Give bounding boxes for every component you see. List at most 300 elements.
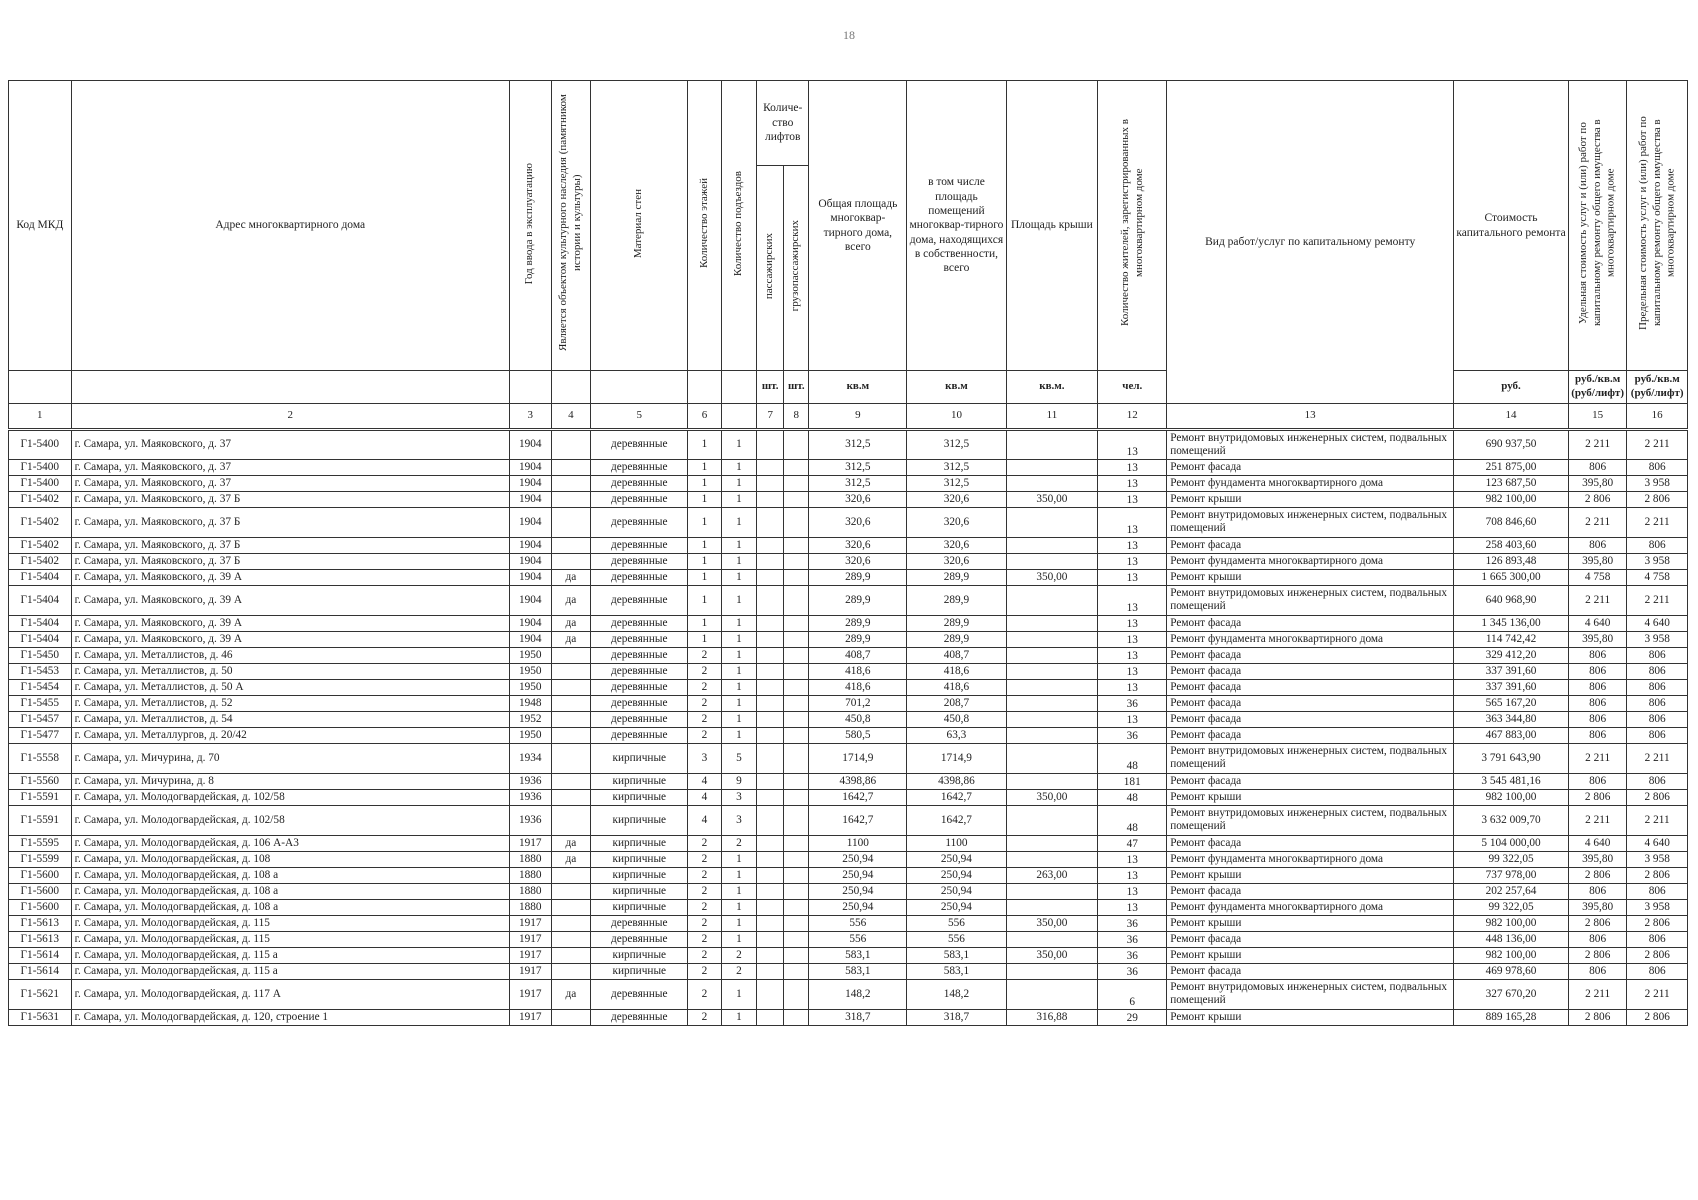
cell-roof-area [1006, 429, 1098, 459]
table-row [9, 727, 1688, 743]
cell-year: 1880 [509, 899, 551, 915]
cell-unit-cost: 2 806 [1568, 789, 1626, 805]
cell-unit-cost: 2 806 [1568, 1009, 1626, 1025]
cell-address: г. Самара, ул. Маяковского, д. 39 А [71, 615, 509, 631]
cell-heritage [551, 459, 591, 475]
cell-wall: деревянные [591, 429, 688, 459]
cell-lifts-cargo [784, 773, 809, 789]
cell-entrances: 1 [721, 851, 756, 867]
cell-lifts-cargo [784, 679, 809, 695]
cell-roof-area [1006, 585, 1098, 615]
cell-heritage [551, 553, 591, 569]
cell-limit-cost: 2 211 [1627, 507, 1688, 537]
cell-roof-area [1006, 695, 1098, 711]
cell-heritage: да [551, 615, 591, 631]
cell-residents: 13 [1098, 679, 1167, 695]
cell-total-area: 450,8 [809, 711, 907, 727]
cell-code: Г1-5404 [9, 585, 72, 615]
cell-work: Ремонт фундамента многоквартирного дома [1167, 851, 1454, 867]
cell-code: Г1-5450 [9, 647, 72, 663]
cell-floors: 2 [688, 695, 721, 711]
cell-own-area: 1642,7 [907, 789, 1006, 805]
cell-lifts-cargo [784, 1009, 809, 1025]
cell-own-area: 4398,86 [907, 773, 1006, 789]
header-entrances: Количество подъездов [721, 81, 756, 371]
cell-work: Ремонт крыши [1167, 867, 1454, 883]
cell-wall: деревянные [591, 695, 688, 711]
table-row [9, 931, 1688, 947]
cell-cost: 708 846,60 [1454, 507, 1569, 537]
cell-limit-cost: 3 958 [1627, 851, 1688, 867]
cell-residents: 13 [1098, 883, 1167, 899]
header-own-area: в том числе площадь помещений многоквар-тирного дома, находящихся в собственности, всего [907, 81, 1006, 371]
cell-roof-area: 350,00 [1006, 789, 1098, 805]
cell-work: Ремонт фасада [1167, 695, 1454, 711]
cell-heritage: да [551, 631, 591, 647]
cell-unit-cost: 395,80 [1568, 631, 1626, 647]
cell-year: 1917 [509, 835, 551, 851]
cell-year: 1917 [509, 947, 551, 963]
cell-floors: 2 [688, 867, 721, 883]
cell-work: Ремонт крыши [1167, 947, 1454, 963]
cell-roof-area [1006, 899, 1098, 915]
cell-lifts-passenger [757, 711, 784, 727]
cell-limit-cost: 806 [1627, 459, 1688, 475]
cell-unit-cost: 2 806 [1568, 867, 1626, 883]
cell-wall: деревянные [591, 979, 688, 1009]
cell-limit-cost: 3 958 [1627, 475, 1688, 491]
cell-address: г. Самара, ул. Молодогвардейская, д. 115 а [71, 947, 509, 963]
col-number: 13 [1167, 403, 1454, 429]
col-number-blank [721, 403, 756, 429]
cell-cost: 640 968,90 [1454, 585, 1569, 615]
cell-address: г. Самара, ул. Молодогвардейская, д. 106 А-А3 [71, 835, 509, 851]
cell-total-area: 312,5 [809, 475, 907, 491]
cell-unit-cost: 395,80 [1568, 553, 1626, 569]
cell-roof-area [1006, 475, 1098, 491]
cell-lifts-passenger [757, 507, 784, 537]
cell-total-area: 312,5 [809, 429, 907, 459]
cell-lifts-passenger [757, 963, 784, 979]
cell-roof-area [1006, 773, 1098, 789]
cell-year: 1904 [509, 537, 551, 553]
cell-lifts-cargo [784, 569, 809, 585]
cell-work: Ремонт фундамента многоквартирного дома [1167, 631, 1454, 647]
cell-heritage [551, 1009, 591, 1025]
unit-rub: руб. [1454, 371, 1569, 404]
cell-lifts-passenger [757, 679, 784, 695]
cell-work: Ремонт фасада [1167, 773, 1454, 789]
cell-work: Ремонт фасада [1167, 931, 1454, 947]
cell-code: Г1-5614 [9, 947, 72, 963]
cell-lifts-cargo [784, 553, 809, 569]
cell-address: г. Самара, ул. Металлистов, д. 50 [71, 663, 509, 679]
header-cost: Стоимость капитального ремонта [1454, 81, 1569, 371]
cell-total-area: 250,94 [809, 883, 907, 899]
cell-floors: 1 [688, 553, 721, 569]
cell-total-area: 289,9 [809, 569, 907, 585]
cell-total-area: 701,2 [809, 695, 907, 711]
cell-floors: 1 [688, 507, 721, 537]
table-header [9, 81, 1688, 430]
cell-own-area: 312,5 [907, 429, 1006, 459]
cell-residents: 13 [1098, 663, 1167, 679]
cell-limit-cost: 806 [1627, 695, 1688, 711]
cell-limit-cost: 806 [1627, 647, 1688, 663]
cell-entrances: 1 [721, 979, 756, 1009]
unit-sqm: кв.м. [1006, 371, 1098, 404]
cell-lifts-cargo [784, 491, 809, 507]
cell-roof-area [1006, 507, 1098, 537]
cell-total-area: 1642,7 [809, 805, 907, 835]
cell-residents: 13 [1098, 459, 1167, 475]
table-row [9, 631, 1688, 647]
cell-lifts-cargo [784, 647, 809, 663]
cell-unit-cost: 2 211 [1568, 979, 1626, 1009]
cell-limit-cost: 2 806 [1627, 867, 1688, 883]
cell-own-area: 320,6 [907, 507, 1006, 537]
cell-cost: 982 100,00 [1454, 491, 1569, 507]
cell-heritage [551, 711, 591, 727]
cell-heritage: да [551, 851, 591, 867]
table-row [9, 647, 1688, 663]
cell-code: Г1-5455 [9, 695, 72, 711]
cell-year: 1952 [509, 711, 551, 727]
cell-lifts-passenger [757, 569, 784, 585]
cell-roof-area: 350,00 [1006, 491, 1098, 507]
cell-work: Ремонт крыши [1167, 569, 1454, 585]
cell-work: Ремонт фасада [1167, 615, 1454, 631]
cell-wall: деревянные [591, 475, 688, 491]
cell-roof-area: 350,00 [1006, 569, 1098, 585]
cell-address: г. Самара, ул. Молодогвардейская, д. 117 А [71, 979, 509, 1009]
col-number: 5 [591, 403, 688, 429]
cell-total-area: 1714,9 [809, 743, 907, 773]
table-row [9, 915, 1688, 931]
cell-unit-cost: 2 806 [1568, 947, 1626, 963]
cell-wall: деревянные [591, 569, 688, 585]
header-heritage: Является объектом культурного наследия (памятником истории и культуры) [551, 81, 591, 371]
unit-rub-sqm: руб./кв.м (руб/лифт) [1568, 371, 1626, 404]
cell-lifts-passenger [757, 931, 784, 947]
cell-limit-cost: 4 758 [1627, 569, 1688, 585]
cell-address: г. Самара, ул. Металлургов, д. 20/42 [71, 727, 509, 743]
cell-entrances: 1 [721, 695, 756, 711]
cell-residents: 36 [1098, 695, 1167, 711]
cell-wall: кирпичные [591, 773, 688, 789]
cell-address: г. Самара, ул. Маяковского, д. 37 Б [71, 491, 509, 507]
table-row [9, 459, 1688, 475]
cell-floors: 2 [688, 963, 721, 979]
cell-cost: 469 978,60 [1454, 963, 1569, 979]
cell-entrances: 1 [721, 1009, 756, 1025]
cell-unit-cost: 2 806 [1568, 491, 1626, 507]
table-row [9, 1009, 1688, 1025]
cell-wall: деревянные [591, 631, 688, 647]
cell-wall: кирпичные [591, 851, 688, 867]
cell-lifts-cargo [784, 835, 809, 851]
cell-wall: кирпичные [591, 883, 688, 899]
cell-lifts-cargo [784, 585, 809, 615]
cell-lifts-cargo [784, 851, 809, 867]
cell-floors: 1 [688, 491, 721, 507]
cell-address: г. Самара, ул. Молодогвардейская, д. 108 а [71, 899, 509, 915]
cell-limit-cost: 2 211 [1627, 743, 1688, 773]
cell-floors: 4 [688, 805, 721, 835]
cell-cost: 1 345 136,00 [1454, 615, 1569, 631]
cell-lifts-cargo [784, 789, 809, 805]
cell-lifts-cargo [784, 867, 809, 883]
cell-own-area: 1714,9 [907, 743, 1006, 773]
cell-heritage [551, 963, 591, 979]
cell-year: 1936 [509, 773, 551, 789]
cell-work: Ремонт крыши [1167, 789, 1454, 805]
table-row [9, 979, 1688, 1009]
cell-wall: деревянные [591, 459, 688, 475]
cell-lifts-passenger [757, 789, 784, 805]
cell-roof-area [1006, 805, 1098, 835]
cell-year: 1904 [509, 553, 551, 569]
cell-total-area: 583,1 [809, 947, 907, 963]
cell-wall: деревянные [591, 585, 688, 615]
cell-roof-area: 350,00 [1006, 947, 1098, 963]
cell-floors: 1 [688, 429, 721, 459]
cell-floors: 2 [688, 727, 721, 743]
col-number: 9 [809, 403, 907, 429]
cell-code: Г1-5600 [9, 899, 72, 915]
cell-address: г. Самара, ул. Маяковского, д. 37 [71, 429, 509, 459]
cell-code: Г1-5613 [9, 915, 72, 931]
cell-address: г. Самара, ул. Молодогвардейская, д. 120, строение 1 [71, 1009, 509, 1025]
cell-cost: 99 322,05 [1454, 899, 1569, 915]
table-row [9, 947, 1688, 963]
cell-limit-cost: 806 [1627, 711, 1688, 727]
cell-entrances: 1 [721, 491, 756, 507]
cell-lifts-passenger [757, 851, 784, 867]
cell-cost: 467 883,00 [1454, 727, 1569, 743]
cell-wall: деревянные [591, 1009, 688, 1025]
cell-lifts-cargo [784, 537, 809, 553]
cell-own-area: 320,6 [907, 537, 1006, 553]
cell-roof-area [1006, 459, 1098, 475]
cell-heritage [551, 663, 591, 679]
cell-total-area: 289,9 [809, 631, 907, 647]
cell-total-area: 320,6 [809, 491, 907, 507]
cell-limit-cost: 806 [1627, 773, 1688, 789]
cell-unit-cost: 806 [1568, 647, 1626, 663]
cell-work: Ремонт внутридомовых инженерных систем, подвальных помещений [1167, 507, 1454, 537]
cell-code: Г1-5614 [9, 963, 72, 979]
cell-own-area: 250,94 [907, 851, 1006, 867]
cell-roof-area [1006, 615, 1098, 631]
cell-roof-area [1006, 679, 1098, 695]
header-lifts-cargo: грузопассажирских [784, 166, 809, 371]
cell-code: Г1-5457 [9, 711, 72, 727]
cell-total-area: 418,6 [809, 663, 907, 679]
cell-heritage [551, 743, 591, 773]
cell-cost: 251 875,00 [1454, 459, 1569, 475]
cell-entrances: 2 [721, 963, 756, 979]
cell-cost: 126 893,48 [1454, 553, 1569, 569]
cell-heritage [551, 647, 591, 663]
cell-work: Ремонт фасада [1167, 711, 1454, 727]
cell-address: г. Самара, ул. Маяковского, д. 37 Б [71, 553, 509, 569]
table-row [9, 743, 1688, 773]
cell-roof-area [1006, 963, 1098, 979]
cell-residents: 13 [1098, 475, 1167, 491]
cell-residents: 48 [1098, 743, 1167, 773]
table-row [9, 507, 1688, 537]
table-row [9, 553, 1688, 569]
table-row [9, 537, 1688, 553]
cell-entrances: 1 [721, 663, 756, 679]
cell-cost: 1 665 300,00 [1454, 569, 1569, 585]
cell-total-area: 250,94 [809, 851, 907, 867]
cell-year: 1917 [509, 979, 551, 1009]
cell-limit-cost: 4 640 [1627, 835, 1688, 851]
unit-people: чел. [1098, 371, 1167, 404]
cell-floors: 2 [688, 947, 721, 963]
table-row [9, 789, 1688, 805]
cell-total-area: 1100 [809, 835, 907, 851]
cell-entrances: 1 [721, 631, 756, 647]
cell-entrances: 3 [721, 789, 756, 805]
cell-code: Г1-5400 [9, 475, 72, 491]
cell-work: Ремонт фундамента многоквартирного дома [1167, 553, 1454, 569]
cell-work: Ремонт фасада [1167, 537, 1454, 553]
unit-sqm: кв.м [809, 371, 907, 404]
cell-entrances: 5 [721, 743, 756, 773]
cell-work: Ремонт крыши [1167, 915, 1454, 931]
cell-cost: 363 344,80 [1454, 711, 1569, 727]
cell-year: 1904 [509, 459, 551, 475]
cell-total-area: 250,94 [809, 867, 907, 883]
cell-heritage [551, 899, 591, 915]
cell-wall: деревянные [591, 537, 688, 553]
cell-year: 1948 [509, 695, 551, 711]
col-number: 8 [784, 403, 809, 429]
table-row [9, 679, 1688, 695]
cell-year: 1936 [509, 789, 551, 805]
cell-total-area: 148,2 [809, 979, 907, 1009]
cell-own-area: 320,6 [907, 553, 1006, 569]
cell-unit-cost: 4 640 [1568, 835, 1626, 851]
cell-address: г. Самара, ул. Металлистов, д. 52 [71, 695, 509, 711]
cell-heritage [551, 867, 591, 883]
cell-residents: 13 [1098, 899, 1167, 915]
cell-residents: 13 [1098, 491, 1167, 507]
col-number: 1 [9, 403, 72, 429]
header-total-area: Общая площадь многоквар-тирного дома, всего [809, 81, 907, 371]
cell-heritage [551, 507, 591, 537]
cell-residents: 13 [1098, 537, 1167, 553]
cell-limit-cost: 806 [1627, 931, 1688, 947]
cell-lifts-passenger [757, 883, 784, 899]
table-row [9, 963, 1688, 979]
header-residents: Количество жителей, зарегистрированных в многоквартирном доме [1098, 81, 1167, 371]
header-limit-cost: Предельная стоимость услуг и (или) работ по капитальному ремонту общего имущества в многоквартирном доме [1627, 81, 1688, 371]
cell-year: 1904 [509, 631, 551, 647]
cell-unit-cost: 806 [1568, 459, 1626, 475]
cell-lifts-passenger [757, 867, 784, 883]
cell-cost: 3 545 481,16 [1454, 773, 1569, 789]
cell-lifts-passenger [757, 1009, 784, 1025]
header-code: Код МКД [9, 81, 72, 371]
cell-heritage [551, 679, 591, 695]
cell-address: г. Самара, ул. Маяковского, д. 39 А [71, 585, 509, 615]
cell-year: 1904 [509, 475, 551, 491]
cell-year: 1880 [509, 867, 551, 883]
cell-unit-cost: 806 [1568, 963, 1626, 979]
cell-floors: 2 [688, 647, 721, 663]
cell-wall: деревянные [591, 711, 688, 727]
cell-floors: 2 [688, 679, 721, 695]
col-number: 12 [1098, 403, 1167, 429]
cell-work: Ремонт фасада [1167, 459, 1454, 475]
cell-cost: 690 937,50 [1454, 429, 1569, 459]
cell-year: 1904 [509, 585, 551, 615]
cell-wall: деревянные [591, 647, 688, 663]
cell-work: Ремонт внутридомовых инженерных систем, подвальных помещений [1167, 585, 1454, 615]
cell-heritage [551, 789, 591, 805]
cell-own-area: 450,8 [907, 711, 1006, 727]
cell-own-area: 289,9 [907, 585, 1006, 615]
cell-year: 1950 [509, 647, 551, 663]
cell-lifts-cargo [784, 475, 809, 491]
cell-residents: 48 [1098, 805, 1167, 835]
cell-total-area: 556 [809, 931, 907, 947]
cell-limit-cost: 2 806 [1627, 1009, 1688, 1025]
cell-own-area: 289,9 [907, 631, 1006, 647]
cell-cost: 889 165,28 [1454, 1009, 1569, 1025]
cell-own-area: 250,94 [907, 883, 1006, 899]
cell-year: 1904 [509, 491, 551, 507]
cell-residents: 13 [1098, 569, 1167, 585]
cell-code: Г1-5404 [9, 631, 72, 647]
table-row [9, 773, 1688, 789]
cell-residents: 13 [1098, 507, 1167, 537]
cell-year: 1880 [509, 851, 551, 867]
cell-heritage [551, 491, 591, 507]
cell-own-area: 583,1 [907, 947, 1006, 963]
cell-year: 1904 [509, 615, 551, 631]
cell-year: 1950 [509, 663, 551, 679]
cell-total-area: 250,94 [809, 899, 907, 915]
cell-year: 1917 [509, 963, 551, 979]
cell-entrances: 9 [721, 773, 756, 789]
cell-code: Г1-5613 [9, 931, 72, 947]
cell-lifts-cargo [784, 695, 809, 711]
col-number: 6 [688, 403, 721, 429]
table-row [9, 429, 1688, 459]
cell-entrances: 1 [721, 931, 756, 947]
cell-own-area: 583,1 [907, 963, 1006, 979]
cell-floors: 1 [688, 585, 721, 615]
cell-cost: 3 632 009,70 [1454, 805, 1569, 835]
cell-lifts-passenger [757, 647, 784, 663]
cell-lifts-passenger [757, 475, 784, 491]
cell-total-area: 320,6 [809, 553, 907, 569]
cell-unit-cost: 806 [1568, 711, 1626, 727]
cell-heritage [551, 915, 591, 931]
cell-lifts-cargo [784, 459, 809, 475]
cell-lifts-cargo [784, 963, 809, 979]
cell-code: Г1-5600 [9, 867, 72, 883]
cell-lifts-passenger [757, 615, 784, 631]
cell-work: Ремонт фасада [1167, 883, 1454, 899]
cell-wall: деревянные [591, 553, 688, 569]
cell-roof-area [1006, 727, 1098, 743]
